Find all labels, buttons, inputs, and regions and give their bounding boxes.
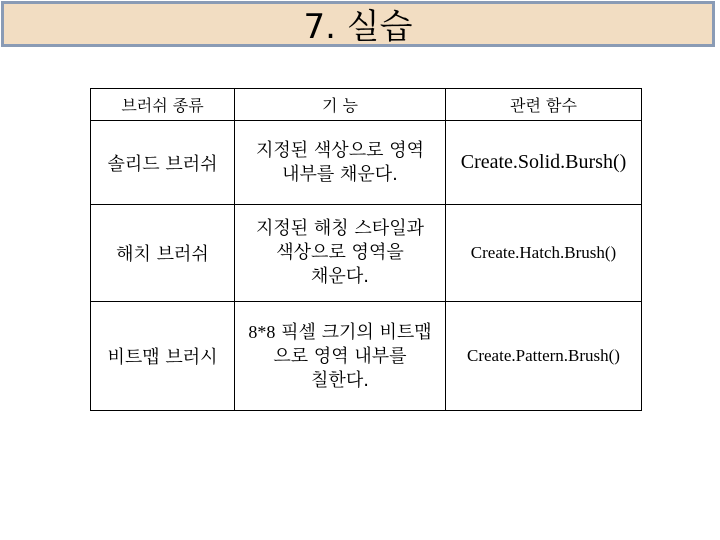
description-line: 채운다. — [311, 266, 369, 287]
brush-type-cell: 비트맵 브러시 — [91, 302, 235, 411]
function-cell: Create.Solid.Bursh() — [446, 121, 642, 205]
description-line: 지정된 색상으로 영역 — [256, 139, 424, 161]
table-header-row — [91, 89, 642, 121]
table-row — [91, 302, 642, 411]
title-bar — [1, 1, 715, 47]
header-function: 기 능 — [235, 89, 446, 121]
table-row — [91, 205, 642, 302]
brush-type-cell: 해치 브러쉬 — [91, 205, 235, 302]
function-cell: Create.Hatch.Brush() — [446, 205, 642, 302]
description-cell — [235, 205, 446, 302]
description-cell — [235, 302, 446, 411]
description-line: 색상으로 영역을 — [276, 242, 404, 263]
function-cell: Create.Pattern.Brush() — [446, 302, 642, 411]
description-cell — [235, 121, 446, 205]
description-line-rest: 픽셀 크기의 비트맵 — [275, 321, 432, 343]
description-line: 으로 영역 내부를 — [273, 345, 407, 367]
header-related-function: 관련 함수 — [446, 89, 642, 121]
brush-type-cell: 솔리드 브러쉬 — [91, 121, 235, 205]
description-line: 칠한다. — [311, 369, 369, 391]
table-row — [91, 121, 642, 205]
pixel-size-text: 8*8 — [248, 321, 276, 342]
description-line — [239, 320, 441, 345]
header-brush-type: 브러쉬 종류 — [91, 89, 235, 121]
brush-table — [90, 88, 642, 411]
slide-title: 7. 실습 — [303, 7, 413, 47]
description-line: 내부를 채운다. — [282, 163, 398, 185]
description-line: 지정된 해칭 스타일과 — [256, 218, 424, 239]
